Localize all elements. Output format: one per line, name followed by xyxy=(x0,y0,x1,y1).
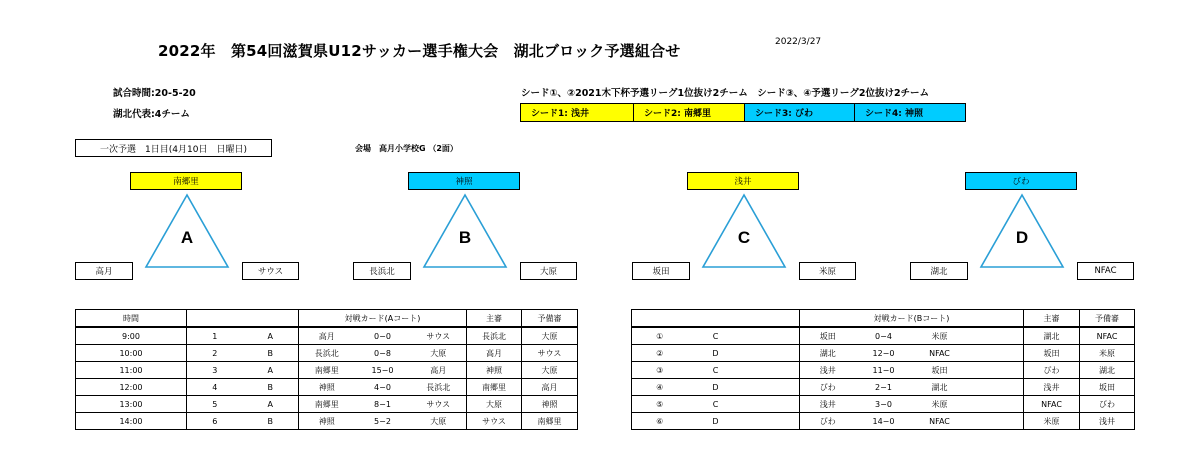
blank-cell xyxy=(968,413,1024,430)
group-d-triangle xyxy=(979,193,1065,269)
match-number-cell: 4 xyxy=(187,379,243,396)
away-team-cell: NFAC xyxy=(912,413,968,430)
match-time-cell: 11:00 xyxy=(76,362,187,379)
score-cell: 14−0 xyxy=(856,413,912,430)
seed-2: シード2: 南郷里 xyxy=(633,103,745,122)
blank-cell xyxy=(968,362,1024,379)
referee-cell: 高月 xyxy=(467,345,522,362)
match-time-cell: 12:00 xyxy=(76,379,187,396)
court-a-header-card: 対戦カード(Aコート) xyxy=(299,310,467,328)
home-team-cell: びわ xyxy=(800,379,856,396)
match-number-cell: ④ xyxy=(632,379,688,396)
group-cell: A xyxy=(243,327,299,345)
match-number-cell: ⑤ xyxy=(632,396,688,413)
sub-referee-cell: 坂田 xyxy=(1080,379,1135,396)
seed-1: シード1: 浅井 xyxy=(520,103,634,122)
group-cell: B xyxy=(243,379,299,396)
group-cell: D xyxy=(688,379,744,396)
group-b-right-team: 大原 xyxy=(520,262,577,280)
match-number-cell: 3 xyxy=(187,362,243,379)
court-a-schedule-table xyxy=(75,309,578,430)
referee-cell: 神照 xyxy=(467,362,522,379)
away-team-cell: サウス xyxy=(411,327,467,345)
home-team-cell: 南郷里 xyxy=(299,362,355,379)
blank-cell xyxy=(968,327,1024,345)
venue: 会場 高月小学校G （2面） xyxy=(355,144,458,153)
sub-referee-cell: 高月 xyxy=(522,379,578,396)
match-number-cell: ⑥ xyxy=(632,413,688,430)
score-cell: 12−0 xyxy=(856,345,912,362)
court-b-row xyxy=(632,413,1135,430)
score-cell: 5−2 xyxy=(355,413,411,430)
sub-referee-cell: 神照 xyxy=(522,396,578,413)
match-number-cell: 6 xyxy=(187,413,243,430)
group-a-seed-team: 南郷里 xyxy=(130,172,242,190)
group-cell: D xyxy=(688,345,744,362)
court-b-row xyxy=(632,327,1135,345)
court-b-header-row xyxy=(632,310,1135,328)
match-time-cell: 14:00 xyxy=(76,413,187,430)
group-c-left-team: 坂田 xyxy=(632,262,690,280)
court-b-schedule-table xyxy=(631,309,1135,430)
group-cell: C xyxy=(688,362,744,379)
group-cell: A xyxy=(243,396,299,413)
score-cell: 0−0 xyxy=(355,327,411,345)
group-cell: D xyxy=(688,413,744,430)
sub-referee-cell: 大原 xyxy=(522,327,578,345)
home-team-cell: 神照 xyxy=(299,413,355,430)
group-d-seed-team: びわ xyxy=(965,172,1077,190)
group-d-letter: D xyxy=(1015,228,1029,247)
referee-cell: 米原 xyxy=(1024,413,1080,430)
court-b-header-card: 対戦カード(Bコート) xyxy=(800,310,1024,328)
blank-cell xyxy=(968,345,1024,362)
group-cell: A xyxy=(243,362,299,379)
group-cell: C xyxy=(688,327,744,345)
match-number-cell: ② xyxy=(632,345,688,362)
group-c-seed-team: 浅井 xyxy=(687,172,799,190)
court-a-row xyxy=(76,413,578,430)
seed-note: シード①、②2021木下杯予選リーグ1位抜け2チーム シード③、④予選リーグ2位抜け2チーム xyxy=(521,88,930,99)
group-b-seed-team: 神照 xyxy=(408,172,520,190)
group-b-left-team: 長浜北 xyxy=(353,262,411,280)
home-team-cell: 坂田 xyxy=(800,327,856,345)
round-label: 一次予選 1日目(4月10日 日曜日) xyxy=(75,139,272,157)
sub-referee-cell: 浅井 xyxy=(1080,413,1135,430)
away-team-cell: 米原 xyxy=(912,396,968,413)
match-time-cell: 13:00 xyxy=(76,396,187,413)
home-team-cell: 神照 xyxy=(299,379,355,396)
group-a-right-team: サウス xyxy=(242,262,299,280)
group-d-right-team: NFAC xyxy=(1077,262,1134,280)
referee-cell: 南郷里 xyxy=(467,379,522,396)
match-time: 試合時間:20-5-20 xyxy=(113,88,196,99)
away-team-cell: 大原 xyxy=(411,345,467,362)
group-b-triangle xyxy=(422,193,508,269)
away-team-cell: 湖北 xyxy=(912,379,968,396)
away-team-cell: サウス xyxy=(411,396,467,413)
sub-referee-cell: びわ xyxy=(1080,396,1135,413)
match-number-cell: 1 xyxy=(187,327,243,345)
sub-referee-cell: NFAC xyxy=(1080,327,1135,345)
home-team-cell: びわ xyxy=(800,413,856,430)
group-a-triangle xyxy=(144,193,230,269)
group-cell: B xyxy=(243,413,299,430)
referee-cell: 浅井 xyxy=(1024,379,1080,396)
score-cell: 2−1 xyxy=(856,379,912,396)
blank-cell xyxy=(744,379,800,396)
court-a-header-referee: 主審 xyxy=(467,310,522,328)
court-b-row xyxy=(632,379,1135,396)
court-a-row xyxy=(76,345,578,362)
blank-cell xyxy=(744,362,800,379)
court-a-row xyxy=(76,327,578,345)
court-a-row xyxy=(76,362,578,379)
court-a-row xyxy=(76,396,578,413)
court-a-header-row xyxy=(76,310,578,328)
sub-referee-cell: 大原 xyxy=(522,362,578,379)
group-cell: B xyxy=(243,345,299,362)
court-b-header-sub-referee: 予備審 xyxy=(1080,310,1135,328)
score-cell: 15−0 xyxy=(355,362,411,379)
home-team-cell: 湖北 xyxy=(800,345,856,362)
home-team-cell: 浅井 xyxy=(800,396,856,413)
home-team-cell: 南郷里 xyxy=(299,396,355,413)
score-cell: 0−8 xyxy=(355,345,411,362)
score-cell: 3−0 xyxy=(856,396,912,413)
match-time-cell: 10:00 xyxy=(76,345,187,362)
match-number-cell: ① xyxy=(632,327,688,345)
blank-cell xyxy=(968,379,1024,396)
document-date: 2022/3/27 xyxy=(775,37,822,47)
sub-referee-cell: 米原 xyxy=(1080,345,1135,362)
blank-cell xyxy=(744,396,800,413)
seed-4: シード4: 神照 xyxy=(854,103,966,122)
referee-cell: 湖北 xyxy=(1024,327,1080,345)
group-c-letter: C xyxy=(737,228,751,247)
sub-referee-cell: 湖北 xyxy=(1080,362,1135,379)
court-b-row xyxy=(632,345,1135,362)
court-a-row xyxy=(76,379,578,396)
score-cell: 4−0 xyxy=(355,379,411,396)
seed-3: シード3: びわ xyxy=(744,103,855,122)
match-number-cell: ③ xyxy=(632,362,688,379)
court-b-row xyxy=(632,396,1135,413)
away-team-cell: 高月 xyxy=(411,362,467,379)
match-number-cell: 5 xyxy=(187,396,243,413)
referee-cell: 坂田 xyxy=(1024,345,1080,362)
court-b-header-referee: 主審 xyxy=(1024,310,1080,328)
court-a-header-sub-referee: 予備審 xyxy=(522,310,578,328)
group-cell: C xyxy=(688,396,744,413)
away-team-cell: 長浜北 xyxy=(411,379,467,396)
match-number-cell: 2 xyxy=(187,345,243,362)
group-c-right-team: 米原 xyxy=(799,262,856,280)
referee-cell: 大原 xyxy=(467,396,522,413)
away-team-cell: 米原 xyxy=(912,327,968,345)
score-cell: 11−0 xyxy=(856,362,912,379)
referee-cell: 長浜北 xyxy=(467,327,522,345)
home-team-cell: 高月 xyxy=(299,327,355,345)
court-b-row xyxy=(632,362,1135,379)
sub-referee-cell: サウス xyxy=(522,345,578,362)
away-team-cell: 大原 xyxy=(411,413,467,430)
away-team-cell: 坂田 xyxy=(912,362,968,379)
representatives: 湖北代表:4チーム xyxy=(113,109,190,120)
referee-cell: サウス xyxy=(467,413,522,430)
blank-cell xyxy=(744,413,800,430)
blank-cell xyxy=(744,345,800,362)
group-a-letter: A xyxy=(180,228,194,247)
blank-cell xyxy=(968,396,1024,413)
score-cell: 0−4 xyxy=(856,327,912,345)
sub-referee-cell: 南郷里 xyxy=(522,413,578,430)
score-cell: 8−1 xyxy=(355,396,411,413)
match-time-cell: 9:00 xyxy=(76,327,187,345)
referee-cell: NFAC xyxy=(1024,396,1080,413)
group-d-left-team: 湖北 xyxy=(910,262,968,280)
group-b-letter: B xyxy=(458,228,472,247)
blank-cell xyxy=(744,327,800,345)
home-team-cell: 長浜北 xyxy=(299,345,355,362)
page-title: 2022年 第54回滋賀県U12サッカー選手権大会 湖北ブロック予選組合せ xyxy=(158,42,681,60)
home-team-cell: 浅井 xyxy=(800,362,856,379)
group-c-triangle xyxy=(701,193,787,269)
away-team-cell: NFAC xyxy=(912,345,968,362)
court-a-header-time: 時間 xyxy=(76,310,187,328)
group-a-left-team: 高月 xyxy=(75,262,133,280)
referee-cell: びわ xyxy=(1024,362,1080,379)
